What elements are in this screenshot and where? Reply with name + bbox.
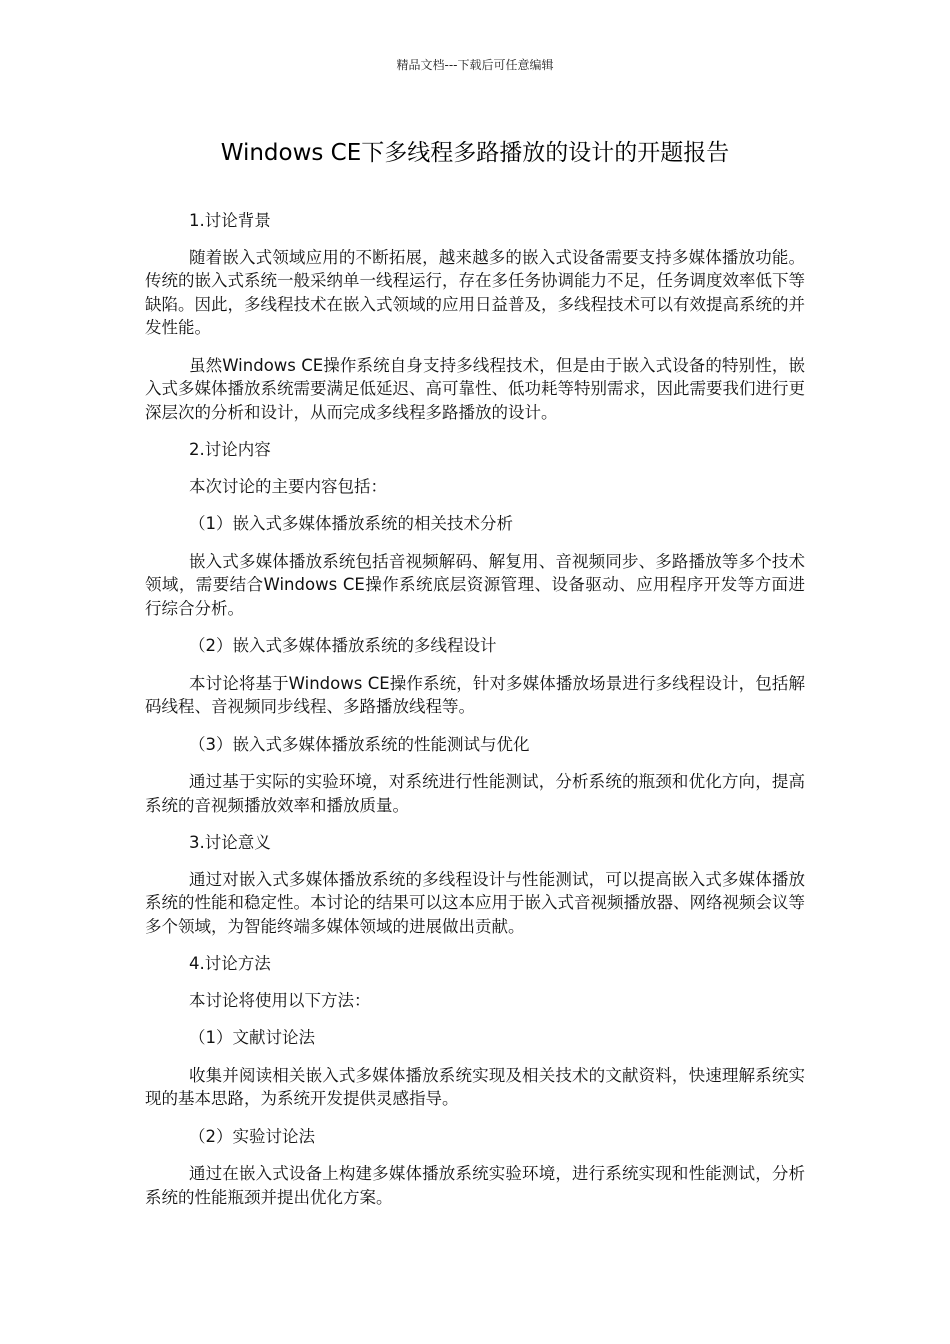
page-header: 精品文档---下载后可任意编辑: [396, 58, 554, 72]
section-heading-background: 1.讨论背景: [189, 211, 271, 230]
section-heading-content: 2.讨论内容: [189, 440, 271, 459]
subheading-content-2: （2）嵌入式多媒体播放系统的多线程设计: [189, 636, 497, 655]
paragraph-methods-intro: 本讨论将使用以下方法：: [189, 990, 371, 1010]
paragraph-methods-2: 通过在嵌入式设备上构建多媒体播放系统实验环境，进行系统实现和性能测试，分析系统的性能瓶颈并提出优化方案。: [145, 1164, 805, 1207]
paragraph-content-intro: 本次讨论的主要内容包括：: [189, 476, 387, 496]
section-heading-methods: 4.讨论方法: [189, 954, 271, 973]
subheading-content-1: （1）嵌入式多媒体播放系统的相关技术分析: [189, 514, 513, 533]
subheading-methods-2: （2）实验讨论法: [189, 1126, 315, 1146]
document-body: [145, 209, 805, 1223]
section-heading-significance: 3.讨论意义: [189, 833, 271, 852]
subheading-methods-1: （1）文献讨论法: [189, 1028, 315, 1047]
subheading-content-3: （3）嵌入式多媒体播放系统的性能测试与优化: [189, 734, 530, 754]
paragraph-content-3: 通过基于实际的实验环境，对系统进行性能测试，分析系统的瓶颈和优化方向，提高系统的音视频播放效率和播放质量。: [145, 772, 805, 815]
paragraph-background-2: 虽然Windows CE操作系统自身支持多线程技术，但是由于嵌入式设备的特别性，嵌入式多媒体播放系统需要满足低延迟、高可靠性、低功耗等特别需求，因此需要我们进行更深层次的分析和设计，从而完成多线程多路播放的设计。: [145, 355, 805, 422]
paragraph-methods-1: 收集并阅读相关嵌入式多媒体播放系统实现及相关技术的文献资料，快速理解系统实现的基本思路，为系统开发提供灵感指导。: [145, 1065, 805, 1108]
document-title: Windows CE下多线程多路播放的设计的开题报告: [220, 140, 730, 166]
paragraph-significance: 通过对嵌入式多媒体播放系统的多线程设计与性能测试，可以提高嵌入式多媒体播放系统的性能和稳定性。本讨论的结果可以这本应用于嵌入式音视频播放器、网络视频会议等多个领域，为智能终端多媒体领域的进展做出贡献。: [145, 869, 805, 936]
paragraph-background-1: 随着嵌入式领域应用的不断拓展，越来越多的嵌入式设备需要支持多媒体播放功能。传统的嵌入式系统一般采纳单一线程运行，存在多任务协调能力不足，任务调度效率低下等缺陷。因此，多线程技术在嵌入式领域的应用日益普及，多线程技术可以有效提高系统的并发性能。: [145, 247, 805, 337]
paragraph-content-1: 嵌入式多媒体播放系统包括音视频解码、解复用、音视频同步、多路播放等多个技术领域，需要结合Windows CE操作系统底层资源管理、设备驱动、应用程序开发等方面进行综合分析。: [145, 551, 805, 618]
paragraph-content-2: 本讨论将基于Windows CE操作系统，针对多媒体播放场景进行多线程设计，包括解码线程、音视频同步线程、多路播放线程等。: [145, 673, 805, 716]
